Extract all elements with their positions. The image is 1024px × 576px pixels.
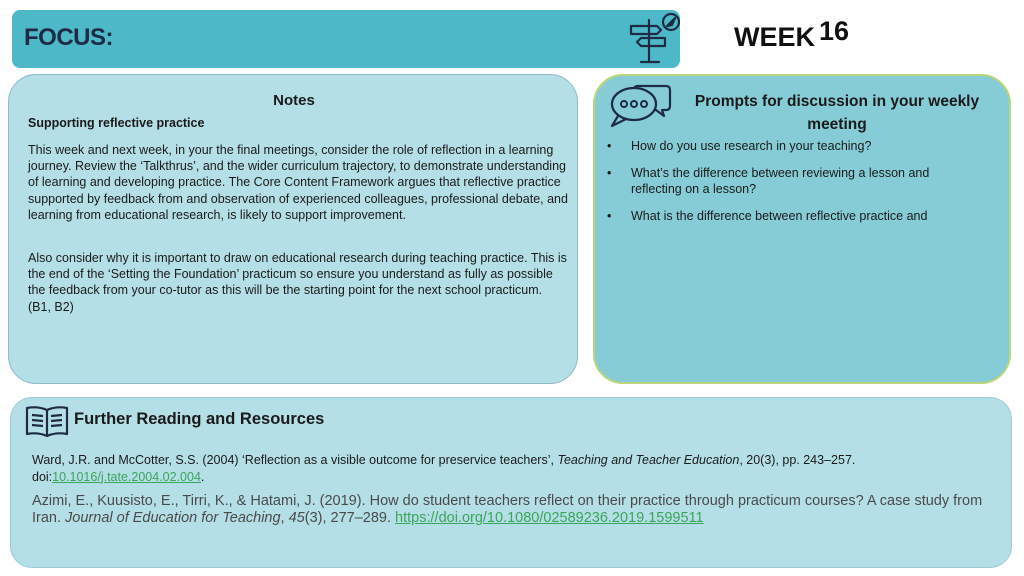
notes-title: Notes [273, 92, 315, 109]
list-item [595, 138, 971, 155]
prompt-text: What is the difference between reflective practice and [631, 208, 928, 223]
notes-subtitle: Supporting reflective practice [28, 116, 205, 130]
reading-title: Further Reading and Resources [74, 410, 325, 428]
bullet: • [607, 165, 612, 180]
prompt-text: What’s the difference between reviewing a lesson and reflecting on a lesson? [631, 165, 930, 196]
week-heading [734, 16, 850, 53]
notes-paragraph-2: Also consider why it is important to draw on educational research during teaching practice. This is the end of the ‘Setting the Foundation’ practicum so ensure you understand as fully as possible the feedback from your co-tutor as this will be the starting point for the next school practicum. (B1, B2) [28, 251, 567, 314]
notes-paragraph-1: This week and next week, in your the final meetings, consider the role of reflection in a learning journey. Review the ‘Talkthrus’, and the wider curriculum trajectory, to demonstrate understanding of learning and developing practice. The Core Content Framework argues that reflective practice supported by feedback from and observation of experienced colleagues, professional debate, and learning from educational research, is likely to support improvement. [28, 143, 568, 222]
notes-panel [8, 74, 578, 384]
prompt-text: How do you use research in your teaching? [631, 139, 872, 153]
open-book-icon [24, 404, 70, 440]
focus-label: FOCUS: [24, 24, 113, 51]
reading-panel [10, 397, 1012, 568]
bullet: • [607, 208, 612, 223]
list-item [595, 165, 971, 198]
prompts-list [595, 138, 1005, 234]
list-item [595, 208, 971, 225]
doi-link[interactable]: 10.1016/j.tate.2004.02.004 [52, 469, 201, 484]
reference-2: Azimi, E., Kuusisto, E., Tirri, K., & Hatami, J. (2019). How do student teachers reflect on their practice through practicum courses? A case study from Iran. Journal of Education for Teaching, 45(3), 277–289. https://doi.org/10.1080/02589236.2019.1599511 [32, 493, 983, 526]
signpost-icon [627, 12, 683, 64]
week-number: 16 [819, 16, 850, 46]
doi-url-link[interactable]: https://doi.org/10.1080/02589236.2019.1599511 [395, 510, 704, 526]
bullet: • [607, 139, 612, 153]
prompts-title: Prompts for discussion in your weekly meeting [694, 93, 980, 133]
reference-1: Ward, J.R. and McCotter, S.S. (2004) ‘Reflection as a visible outcome for preservice teachers’, Teaching and Teacher Education, 20(3), pp. 243–257. doi:10.1016/j.tate.2004.02.004. [32, 453, 856, 484]
prompts-panel [593, 74, 1011, 384]
chat-bubbles-icon [608, 82, 672, 132]
week-label: WEEK [734, 22, 815, 52]
